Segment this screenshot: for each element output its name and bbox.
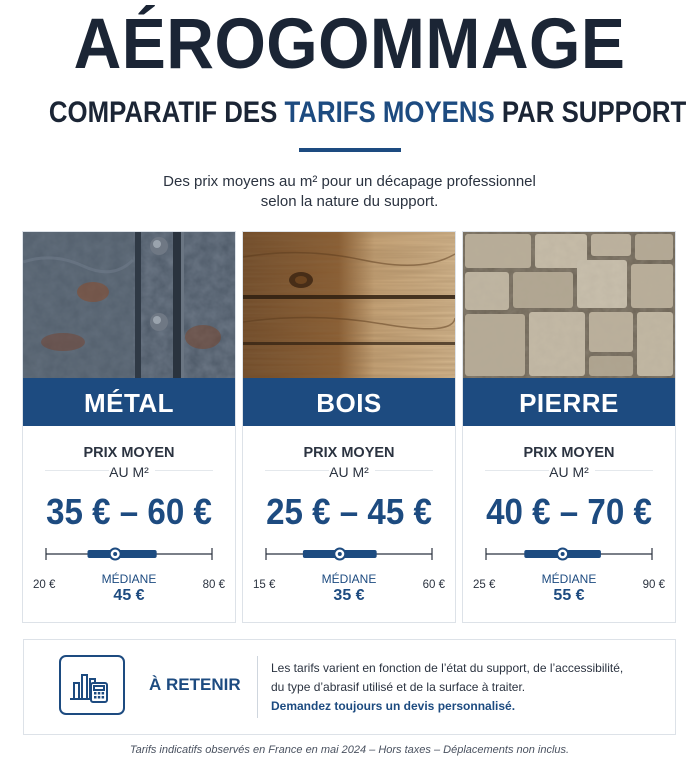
- rusted-metal-photo: [23, 232, 235, 378]
- price-unit-label: AU M²: [329, 464, 369, 480]
- median-label: MÉDIANE: [101, 572, 157, 586]
- price-label: PRIX MOYEN: [83, 445, 175, 461]
- key-takeaway-box: [23, 639, 676, 735]
- vertical-divider: [257, 656, 258, 718]
- subtitle-part2: PAR SUPPORT: [494, 96, 687, 129]
- price-range: 35 € – 60 €: [46, 491, 212, 532]
- median-marker-dot: [561, 552, 565, 556]
- intro-line2: selon la nature du support.: [260, 193, 439, 210]
- card-title: PIERRE: [463, 378, 675, 426]
- calculator-chart-icon: [59, 655, 125, 715]
- median-label: MÉDIANE: [321, 572, 377, 586]
- price-range: 25 € – 45 €: [266, 491, 432, 532]
- divider-right: [155, 470, 213, 471]
- subtitle-accent: TARIFS MOYENS: [284, 96, 495, 129]
- title-accent-bar: [299, 148, 401, 152]
- scale-max: 80 €: [202, 579, 225, 591]
- takeaway-line2: du type d’abrasif utilisé et de la surface à traiter.: [271, 680, 526, 694]
- footnote: Tarifs indicatifs observés en France en mai 2024 – Hors taxes – Déplacements non inclus.: [129, 744, 570, 756]
- quote-call-to-action: Demandez toujours un devis personnalisé.: [271, 699, 516, 713]
- scale-min: 20 €: [33, 579, 56, 591]
- scale-max: 60 €: [422, 579, 445, 591]
- intro-line1: Des prix moyens au m² pour un décapage professionnel: [163, 173, 536, 190]
- price-range: 40 € – 70 €: [486, 491, 652, 532]
- median-label: MÉDIANE: [541, 572, 597, 586]
- scale-min: 25 €: [473, 579, 496, 591]
- card-bois: [242, 231, 456, 623]
- subtitle-part1: COMPARATIF DES: [48, 96, 285, 129]
- takeaway-line1: Les tarifs varient en fonction de l’état du support, de l’accessibilité,: [271, 661, 624, 675]
- page-title: AÉROGOMMAGE: [73, 5, 626, 84]
- price-scale: [482, 544, 656, 564]
- key-takeaway-label: À RETENIR: [149, 675, 241, 694]
- median-value: 45 €: [113, 587, 145, 604]
- scale-max: 90 €: [642, 579, 665, 591]
- price-unit-label: AU M²: [109, 464, 149, 480]
- wood-plank-photo: [243, 232, 455, 378]
- key-takeaway-text: [271, 659, 671, 716]
- divider-right: [375, 470, 433, 471]
- card-pierre: [462, 231, 676, 623]
- price-range-bar: [88, 550, 157, 558]
- card-title: BOIS: [243, 378, 455, 426]
- median-value: 35 €: [333, 587, 365, 604]
- scale-min: 15 €: [253, 579, 276, 591]
- page-subtitle: [48, 93, 687, 133]
- price-label: PRIX MOYEN: [303, 445, 395, 461]
- median-marker-dot: [338, 552, 342, 556]
- price-scale: [42, 544, 216, 564]
- card-metal: [22, 231, 236, 623]
- stone-wall-photo: [463, 232, 675, 378]
- price-unit-label: AU M²: [549, 464, 589, 480]
- median-value: 55 €: [553, 587, 585, 604]
- price-scale: [262, 544, 436, 564]
- price-label: PRIX MOYEN: [523, 445, 615, 461]
- card-title: MÉTAL: [23, 378, 235, 426]
- intro-text: [100, 172, 599, 212]
- median-marker-dot: [113, 552, 117, 556]
- divider-right: [595, 470, 653, 471]
